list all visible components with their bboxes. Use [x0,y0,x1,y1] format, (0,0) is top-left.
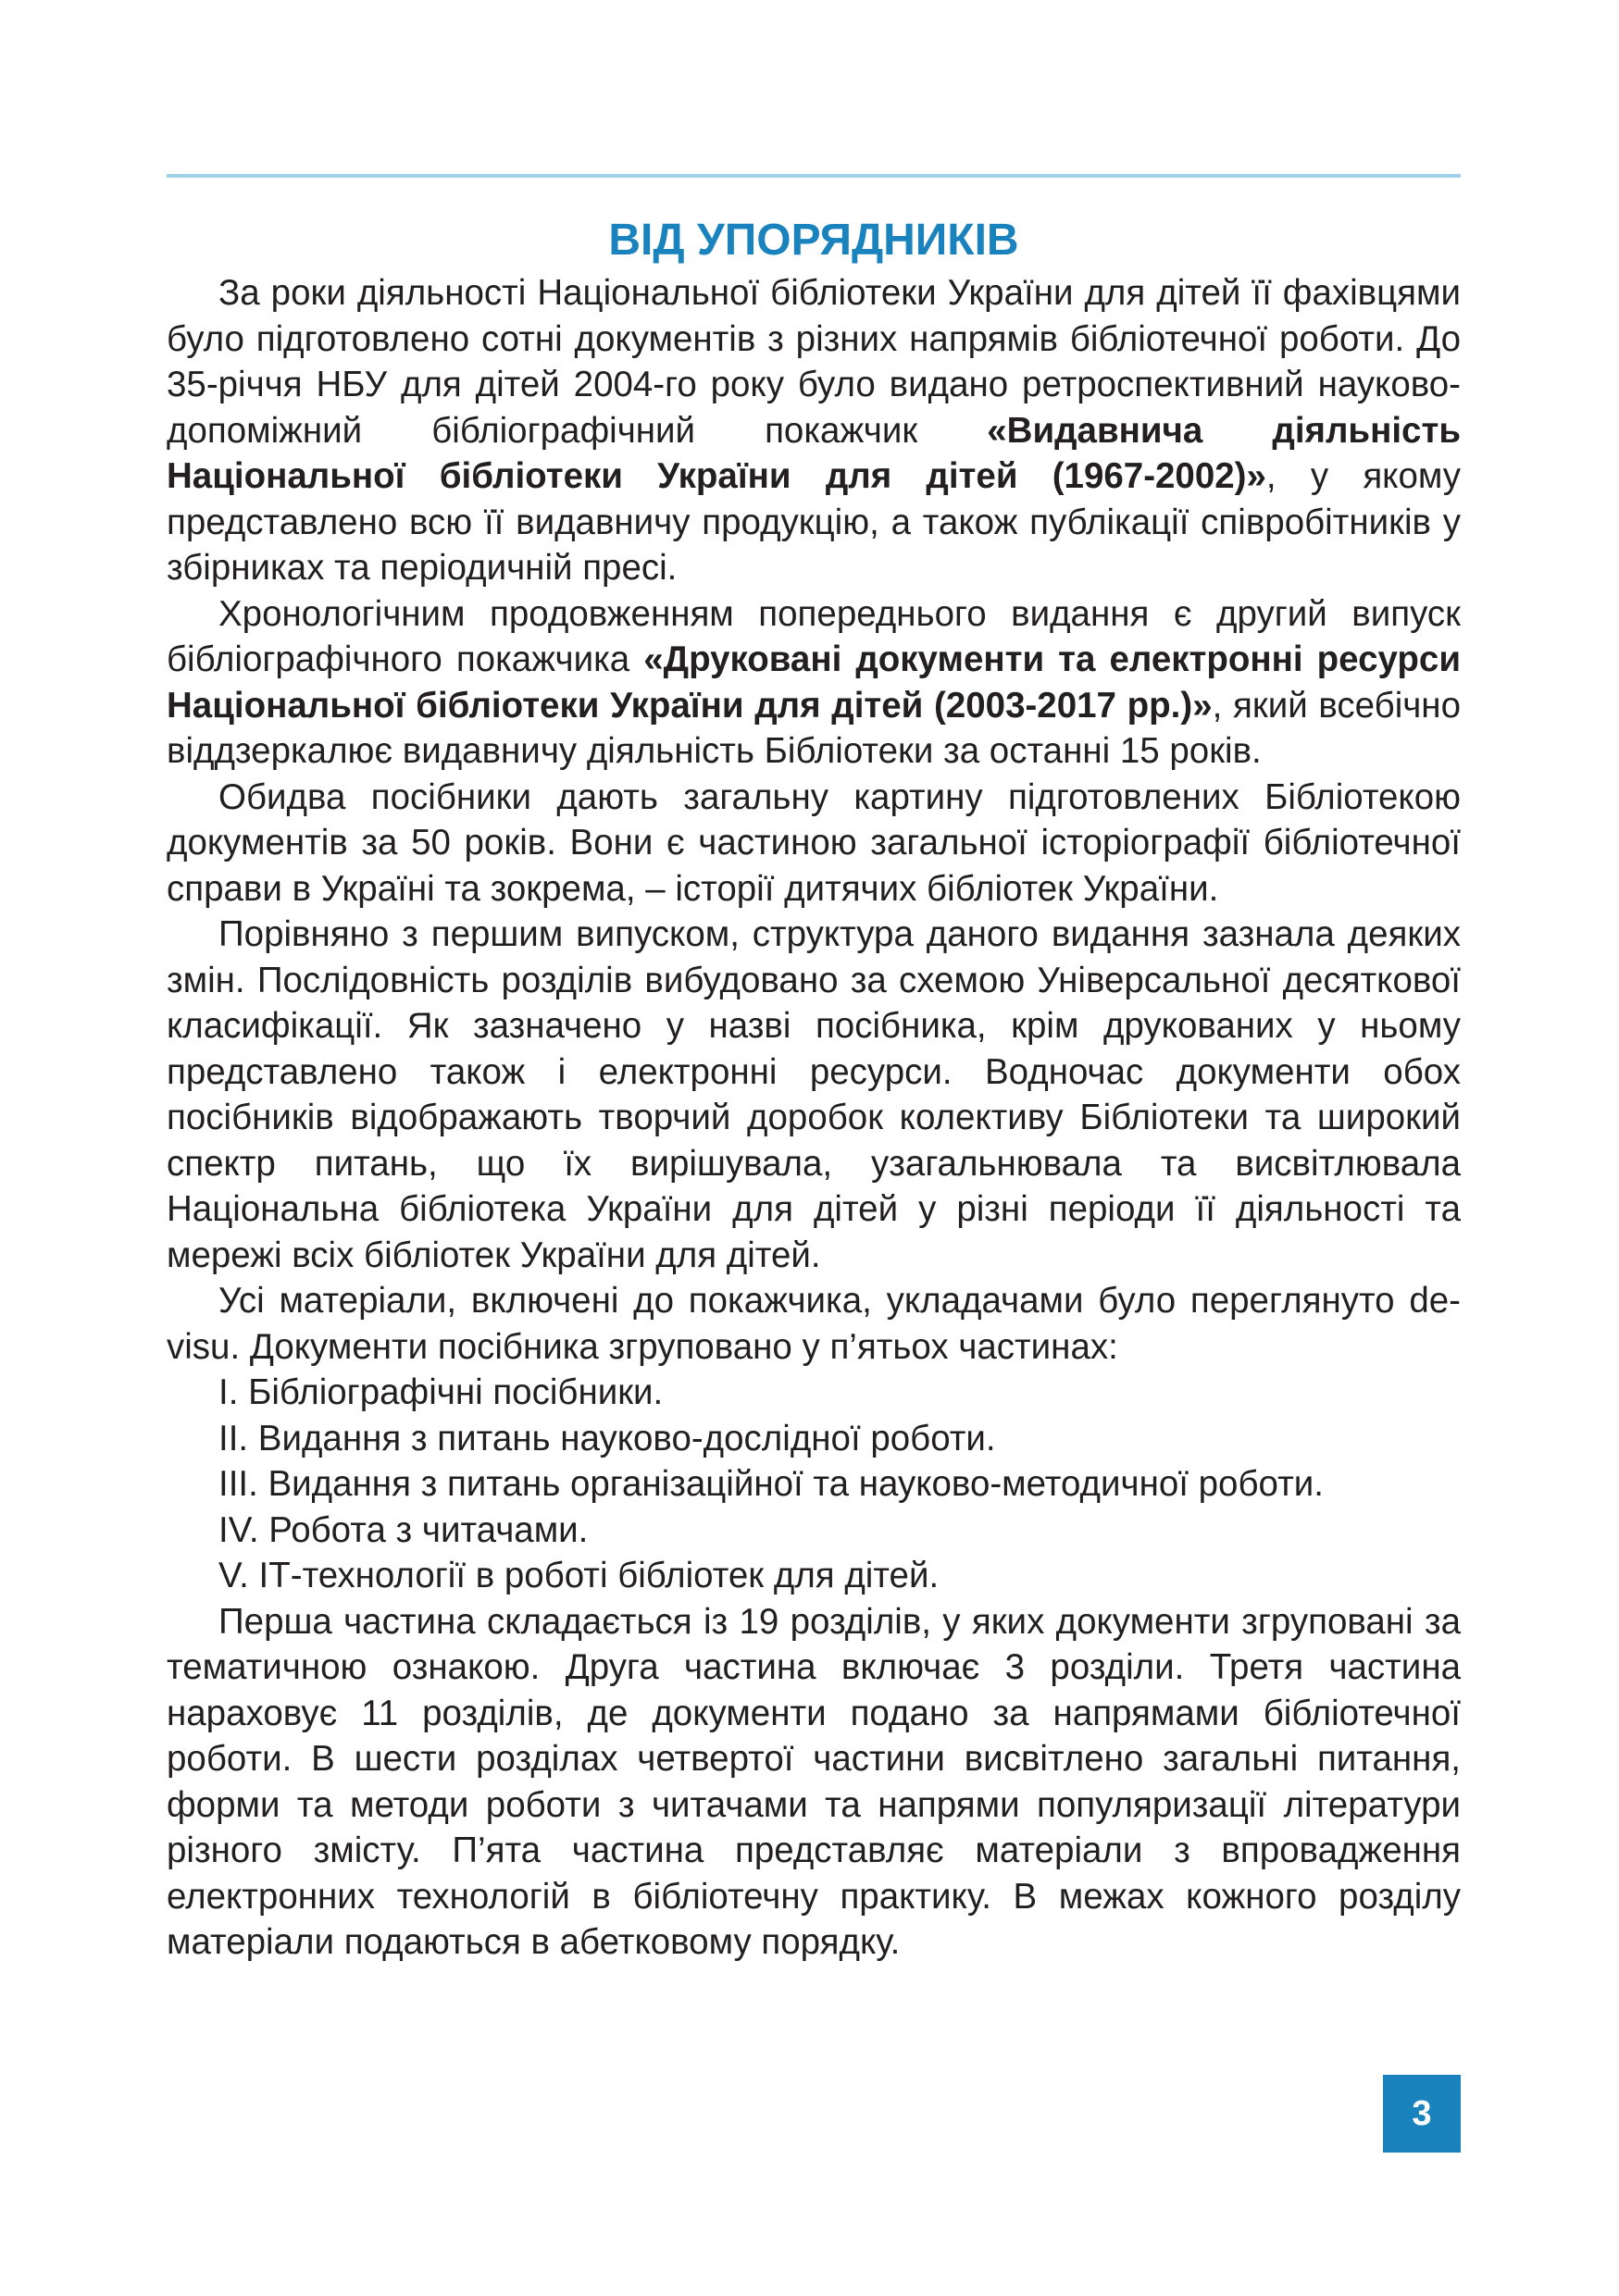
list-item: V. ІТ-технології в роботі бібліотек для дітей. [218,1556,940,1595]
paragraph-1-text-a: За роки діяльності Національної бібліотеки України для дітей її фахівцями було підготовлено сотні документів з різних напрямів бібліотечної роботи. До 35-річчя НБУ для дітей 2004-го року було видано ретроспективний науково-допоміжний бібліографічний покажчик [167,273,1461,451]
paragraph-2 [167,591,1461,775]
body-text [167,270,1461,1966]
paragraph-3: Обидва посібники дають загальну картину підготовлених Бібліотекою документів за 50 років. Вони є частиною загальної історіографії бібліотечної справи в Україні та зокрема, – історії дитячих бібліотек України. [167,776,1461,909]
list-item: IV. Робота з читачами. [218,1509,589,1550]
list-item: III. Видання з питань організаційної та науково-методичної роботи. [218,1464,1324,1504]
list-item: I. Бібліографічні посібники. [218,1372,664,1412]
top-divider-rule [167,174,1461,178]
paragraph-2-text-b: , який всебічно віддзеркалює видавничу діяльність Бібліотеки за останні 15 років. [167,685,1461,771]
paragraph-5: Усі матеріали, включені до покажчика, укладачами було переглянуто de-visu. Документи посібника згруповано у п’ятьох частинах: [167,1281,1461,1367]
page-number-badge: 3 [1383,2075,1461,2153]
paragraph-1-text-b: , у якому представлено всю її видавничу продукцію, а також публікації співробітників у збірниках та періодичній пресі. [167,456,1462,588]
paragraph-2-text-a: Хронологічним продовженням попереднього видання є другий випуск бібліографічного покажчика [167,593,1461,679]
paragraph-1-bold-title: «Видавнича діяльність Національної бібліотеки України для дітей (1967-2002)» [167,410,1461,496]
list-item: II. Видання з питань науково-дослідної роботи. [218,1418,996,1458]
paragraph-1 [167,270,1461,591]
page-title: ВІД УПОРЯДНИКІВ [608,216,1019,265]
paragraph-2-bold-title: «Друковані документи та електронні ресурси Національної бібліотеки України для дітей (2003-2017 рр.)» [167,639,1461,726]
paragraph-6: Перша частина складається із 19 розділів, у яких документи згруповані за тематичною ознакою. Друга частина включає 3 розділи. Третя частина нараховує 11 розділів, де документи подано за напрямами бібліотечної роботи. В шести розділах четвертої частини висвітлено загальні питання, форми та методи роботи з читачами та напрями популяризації літератури різного змісту. П’ята частина представляє матеріали з впровадження електронних технологій в бібліотечну практику. В межах кожного розділу матеріали подаються в абетковому порядку. [167,1601,1461,1962]
paragraph-4: Порівняно з першим випуском, структура даного видання зазнала деяких змін. Послідовність розділів вибудовано за схемою Універсальної десяткової класифікації. Як зазначено у назві посібника, крім друкованих у ньому представлено також і електронні ресурси. Водночас документи обох посібників відображають творчий доробок колективу Бібліотеки та широкий спектр питань, що їх вирішувала, узагальнювала та висвітлювала Національна бібліотека України для дітей у різні періоди її діяльності та мережі всіх бібліотек України для дітей. [167,914,1461,1275]
